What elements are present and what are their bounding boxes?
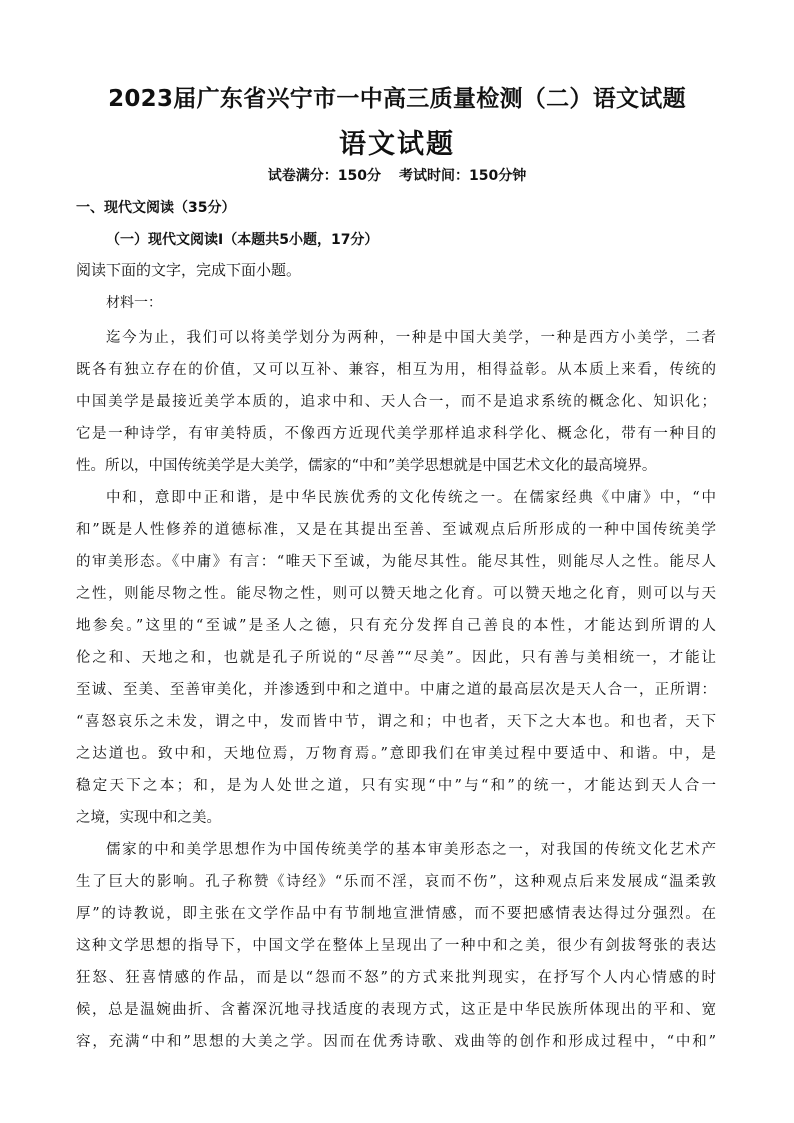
material-label: 材料一： <box>106 295 162 311</box>
body-line: 稳定天下之本；和，是为人处世之道，只有实现“中”与“和”的统一，才能达到天人合一 <box>76 778 716 794</box>
body-line: “喜怒哀乐之未发，谓之中，发而皆中节，谓之和；中也者，天下之大本也。和也者，天下 <box>76 714 716 730</box>
body-line: 中和，意即中正和谐，是中华民族优秀的文化传统之一。在儒家经典《中庸》中，“中 <box>106 490 716 506</box>
body-line: 儒家的中和美学思想作为中国传统美学的基本审美形态之一，对我国的传统文化艺术产 <box>106 842 716 858</box>
body-line: 这种文学思想的指导下，中国文学在整体上呈现出了一种中和之美，很少有剑拔弩张的表达 <box>76 938 716 954</box>
exam-info <box>0 165 794 185</box>
body-line: 之境，实现中和之美。 <box>76 810 221 826</box>
body-line: 狂怒、狂喜情感的作品，而是以“怨而不怒”的方式来批判现实，在抒写个人内心情感的时 <box>76 970 716 986</box>
body-line: 地参矣。”这里的“至诚”是圣人之德，只有充分发挥自己善良的本性，才能达到所谓的人 <box>76 618 716 634</box>
body-line: 伦之和、天地之和，也就是孔子所说的“尽善”“尽美”。因此，只有善与美相统一，才能让 <box>76 650 716 666</box>
subject-title: 语文试题 <box>339 129 455 160</box>
exam-title: 2023届广东省兴宁市一中高三质量检测（二）语文试题 <box>108 86 686 112</box>
section-title: 一、现代文阅读（35分） <box>76 200 236 216</box>
body-line: 之性，则能尽物之性。能尽物之性，则可以赞天地之化育。可以赞天地之化育，则可以与天 <box>76 586 716 602</box>
body-line: 厚”的诗教说，即主张在文学作品中有节制地宣泄情感，而不要把感情表达得过分强烈。在 <box>76 906 716 922</box>
body-line: 它是一种诗学，有审美特质，不像西方近现代美学那样追求科学化、概念化，带有一种目的 <box>76 426 716 442</box>
body-line: 和”既是人性修养的道德标准，又是在其提出至善、至诚观点后所形成的一种中国传统美学 <box>76 522 716 538</box>
body-line: 迄今为止，我们可以将美学划分为两种，一种是中国大美学，一种是西方小美学，二者 <box>106 330 716 346</box>
body-line: 容，充满“中和”思想的大美之学。因而在优秀诗歌、戏曲等的创作和形成过程中，“中和” <box>76 1034 716 1050</box>
body-line: 中国美学是最接近美学本质的，追求中和、天人合一，而不是追求系统的概念化、知识化； <box>76 394 716 410</box>
body-line: 生了巨大的影响。孔子称赞《诗经》“乐而不淫，哀而不伤”，这种观点后来发展成“温柔敦 <box>76 874 716 890</box>
subsection-title: （一）现代文阅读Ⅰ（本题共5小题，17分） <box>106 232 379 248</box>
time-info: 考试时间：150分钟 <box>399 168 527 184</box>
body-line: 之达道也。致中和，天地位焉，万物育焉。”意即我们在审美过程中要适中、和谐。中，是 <box>76 746 716 762</box>
body-line: 至诚、至美、至善审美化，并渗透到中和之道中。中庸之道的最高层次是天人合一，正所谓： <box>76 682 716 698</box>
body-line: 候，总是温婉曲折、含蓄深沉地寻找适度的表现方式，这正是中华民族所体现出的平和、宽 <box>76 1002 716 1018</box>
body-line: 的审美形态。《中庸》有言：“唯天下至诚，为能尽其性。能尽其性，则能尽人之性。能尽人 <box>76 554 716 570</box>
reading-instruction: 阅读下面的文字，完成下面小题。 <box>76 261 302 279</box>
body-line: 既各有独立存在的价值，又可以互补、兼容，相互为用，相得益彰。从本质上来看，传统的 <box>76 362 716 378</box>
body-line: 性。所以，中国传统美学是大美学，儒家的“中和”美学思想就是中国艺术文化的最高境界。 <box>76 458 657 474</box>
score-info: 试卷满分：150分 <box>267 168 381 184</box>
